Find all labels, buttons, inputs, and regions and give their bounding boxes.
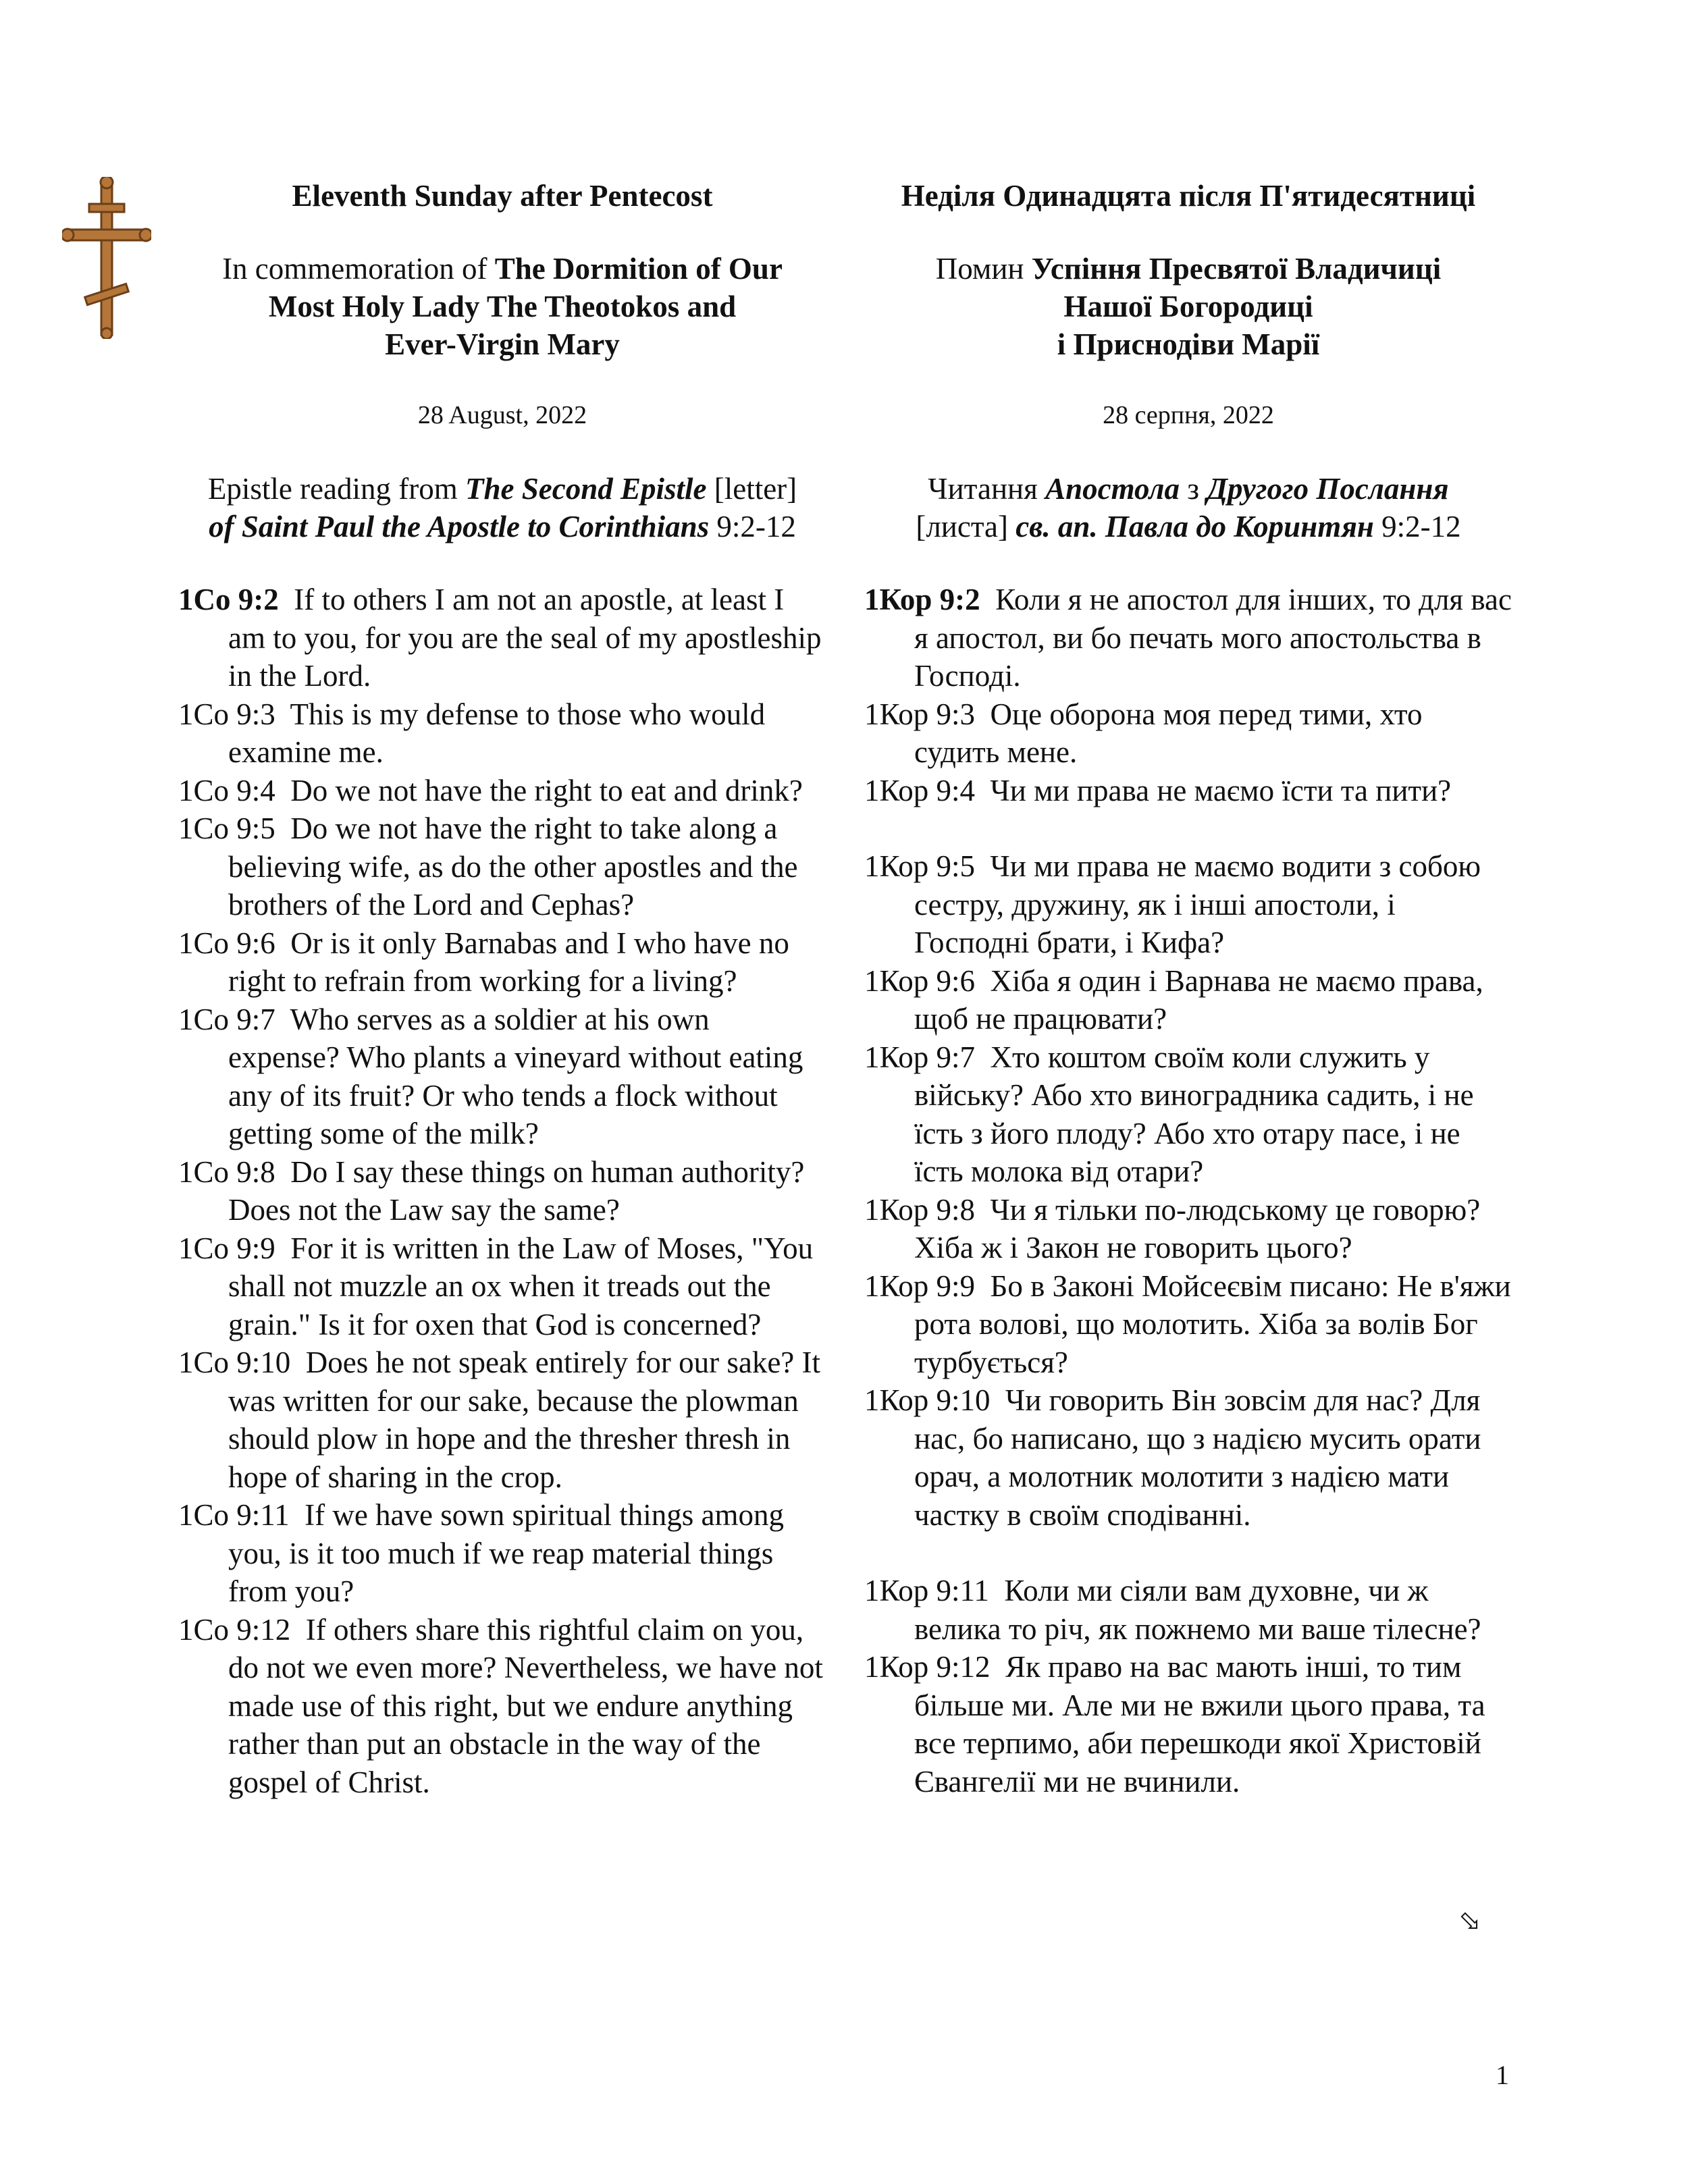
verse-en-11: 1Co 9:11 If we have sown spiritual things among you, is it too much if we reap material things from you? xyxy=(178,1498,784,1608)
verse-en-3: 1Co 9:3 This is my defense to those who would examine me. xyxy=(178,697,766,769)
verse-en-6: 1Co 9:6 Or is it only Barnabas and I who have no right to refrain from working for a living? xyxy=(178,926,789,998)
ukrainian-commemoration: Помин Успіння Пресвятої Владичиці Нашої Богородиці і Приснодіви Марії xyxy=(935,252,1442,361)
ukrainian-column xyxy=(864,177,1512,1801)
verse-en-12: 1Co 9:12 If others share this rightful claim on you, do not we even more? Nevertheless, we have not made use of this right, but we endure anything rather than put an obstacle in the way of the gospel of Christ. xyxy=(178,1612,823,1799)
verse-en-10: 1Co 9:10 Does he not speak entirely for our sake? It was written for our sake, because the plowman should plow in hope and the thresher thresh in hope of sharing in the crop. xyxy=(178,1346,821,1494)
verse-uk-3: 1Кор 9:3 Оце оборона моя перед тими, хто судить мене. xyxy=(864,697,1423,769)
verse-en-7: 1Co 9:7 Who serves as a soldier at his own expense? Who plants a vineyard without eating any of its fruit? Or who tends a flock without getting some of the milk? xyxy=(178,1002,803,1150)
verse-uk-10: 1Кор 9:10 Чи говорить Він зовсім для нас? Для нас, бо написано, що з надією мусить орати орач, а молотник молотити з надією мати частку в своїм сподіванні. xyxy=(864,1383,1481,1532)
verse-uk-5: 1Кор 9:5 Чи ми права не маємо водити з собою сестру, дружину, як і інші апостоли, і Господні брати, і Кифа? xyxy=(864,849,1481,959)
verse-uk-12: 1Кор 9:12 Як право на вас мають інші, то тим більше ми. Але ми не вжили цього права, та все терпимо, аби перешкоди якої Христовій Євангелії ми не вчинили. xyxy=(864,1650,1485,1799)
verse-uk-9: 1Кор 9:9 Бо в Законі Мойсеєвім писано: Не в'яжи рота волові, що молотить. Хіба за волів Бог турбується? xyxy=(864,1269,1511,1379)
english-verses xyxy=(178,581,826,1801)
ukrainian-date: 28 серпня, 2022 xyxy=(1103,401,1274,429)
verse-uk-11: 1Кор 9:11 Коли ми сіяли вам духовне, чи ж велика то річ, як пожнемо ми ваше тілесне? xyxy=(864,1574,1481,1646)
verse-uk-6: 1Кор 9:6 Хіба я один і Варнава не маємо права, щоб не працювати? xyxy=(864,963,1483,1036)
english-commemoration: In commemoration of The Dormition of Our Most Holy Lady The Theotokos and Ever-Virgin Mary xyxy=(222,252,783,361)
verse-en-4: 1Co 9:4 Do we not have the right to eat and drink? xyxy=(178,773,803,807)
verse-en-2: 1Co 9:2 If to others I am not an apostle, at least I am to you, for you are the seal of my apostleship in the Lord. xyxy=(178,583,822,693)
verse-uk-7: 1Кор 9:7 Хто коштом своїм коли служить у війську? Або хто виноградника садить, і не їсть з його плоду? Або хто отару пасе, і не їсть молока від отари? xyxy=(864,1040,1474,1188)
english-epistle-heading: Epistle reading from The Second Epistle [letter] of Saint Paul the Apostle to Corinthians 9:2-12 xyxy=(207,472,797,543)
english-date: 28 August, 2022 xyxy=(417,401,587,429)
ukrainian-epistle-heading: Читання Апостола з Другого Послання [листа] св. ап. Павла до Коринтян 9:2-12 xyxy=(916,472,1461,543)
verse-uk-2: 1Кор 9:2 Коли я не апостол для інших, то для вас я апостол, ви бо печать мого апостольства в Господі. xyxy=(864,583,1512,693)
page-number: 1 xyxy=(1496,2060,1509,2090)
ukrainian-title: Неділя Одинадцята після П'ятидесятниці xyxy=(901,179,1476,213)
continue-arrow-icon: ⬂ xyxy=(1458,1905,1481,1936)
verse-en-5: 1Co 9:5 Do we not have the right to take along a believing wife, as do the other apostles and the brothers of the Lord and Cephas? xyxy=(178,811,798,922)
verse-uk-8: 1Кор 9:8 Чи я тільки по-людському це говорю? Хіба ж і Закон не говорить цього? xyxy=(864,1192,1481,1264)
english-column xyxy=(178,177,826,1801)
english-title: Eleventh Sunday after Pentecost xyxy=(292,179,713,213)
ukrainian-verses xyxy=(864,581,1512,1801)
verse-en-9: 1Co 9:9 For it is written in the Law of Moses, "You shall not muzzle an ox when it treads out the grain." Is it for oxen that God is concerned? xyxy=(178,1231,814,1341)
verse-uk-4: 1Кор 9:4 Чи ми права не маємо їсти та пити? xyxy=(864,773,1452,807)
verse-en-8: 1Co 9:8 Do I say these things on human authority? Does not the Law say the same? xyxy=(178,1154,805,1227)
orthodox-cross-icon xyxy=(62,177,151,339)
